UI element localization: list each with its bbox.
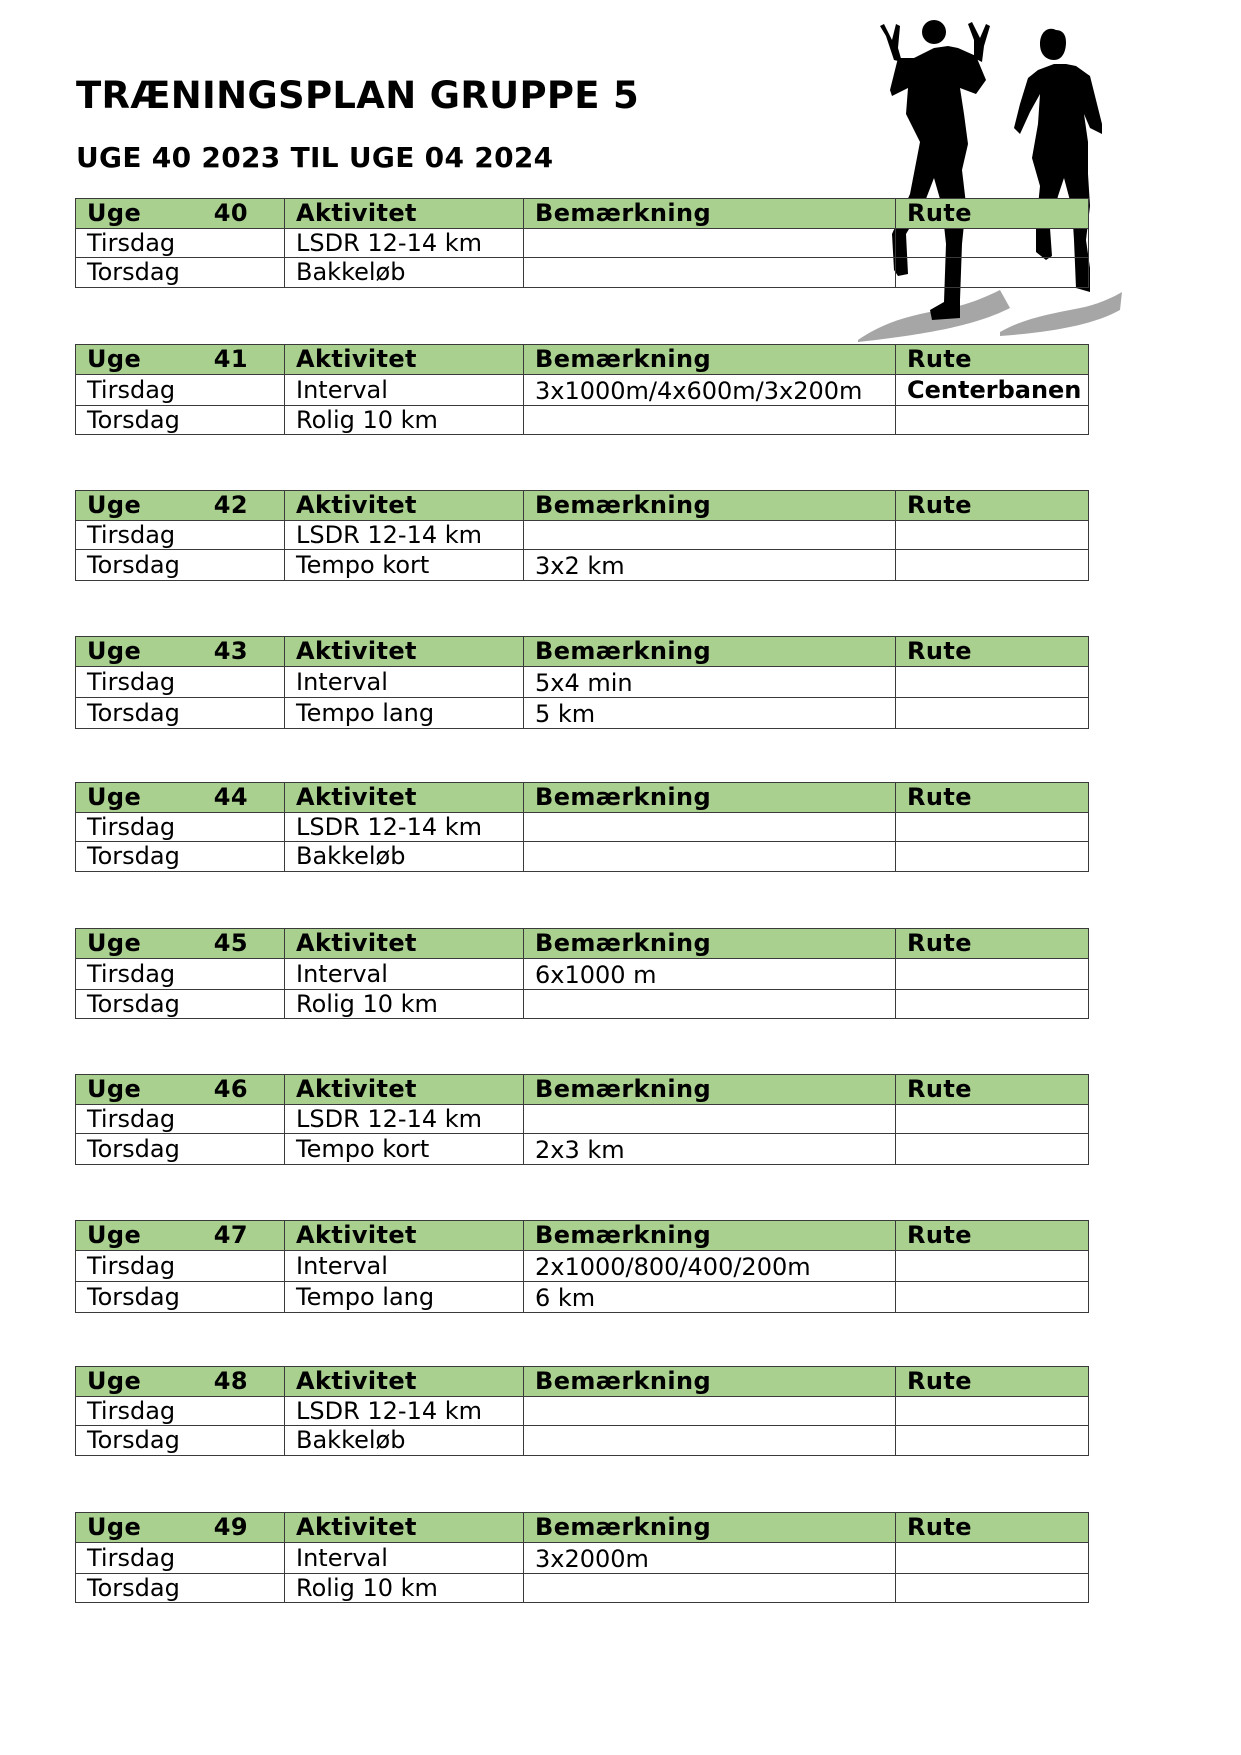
- uge-label: Uge: [87, 491, 142, 520]
- table-row: [76, 1396, 1089, 1426]
- table-row: [76, 520, 1089, 550]
- bemaerkning-header: Bemærkning: [524, 1513, 896, 1543]
- table-row: [76, 958, 1089, 989]
- route-cell: [896, 1396, 1089, 1426]
- week-number: 42: [213, 491, 248, 520]
- rute-header: Rute: [896, 345, 1089, 375]
- note-cell: 3x2000m: [524, 1542, 896, 1573]
- route-cell: [896, 958, 1089, 989]
- week-header-row: [76, 1221, 1089, 1251]
- table-row: [76, 1542, 1089, 1573]
- week-header-row: [76, 1367, 1089, 1397]
- week-table: [75, 928, 1089, 1019]
- note-cell: [524, 228, 896, 258]
- note-cell: [524, 1104, 896, 1134]
- week-number: 46: [213, 1075, 248, 1104]
- rute-header: Rute: [896, 637, 1089, 667]
- week-label-cell: [76, 491, 285, 521]
- table-row: [76, 1104, 1089, 1134]
- rute-header: Rute: [896, 1513, 1089, 1543]
- note-cell: [524, 842, 896, 872]
- week-header-row: [76, 929, 1089, 959]
- week-table: [75, 1074, 1089, 1165]
- week-label-cell: [76, 1513, 285, 1543]
- aktivitet-header: Aktivitet: [285, 929, 524, 959]
- week-label-cell: [76, 199, 285, 229]
- day-cell: Tirsdag: [76, 666, 285, 697]
- day-cell: Torsdag: [76, 842, 285, 872]
- week-label-cell: [76, 929, 285, 959]
- note-cell: [524, 1396, 896, 1426]
- activity-cell: LSDR 12-14 km: [285, 1396, 524, 1426]
- bemaerkning-header: Bemærkning: [524, 1221, 896, 1251]
- uge-label: Uge: [87, 1075, 142, 1104]
- activity-cell: Tempo lang: [285, 1281, 524, 1312]
- route-cell: [896, 228, 1089, 258]
- week-header-row: [76, 491, 1089, 521]
- route-cell: [896, 550, 1089, 581]
- week-number: 41: [213, 345, 248, 374]
- note-cell: [524, 812, 896, 842]
- activity-cell: LSDR 12-14 km: [285, 1104, 524, 1134]
- day-cell: Tirsdag: [76, 1396, 285, 1426]
- week-number: 43: [213, 637, 248, 666]
- bemaerkning-header: Bemærkning: [524, 1075, 896, 1105]
- route-cell: [896, 1426, 1089, 1456]
- week-table: [75, 636, 1089, 729]
- table-row: [76, 842, 1089, 872]
- uge-label: Uge: [87, 199, 142, 228]
- note-cell: 3x1000m/4x600m/3x200m: [524, 374, 896, 405]
- activity-cell: Interval: [285, 374, 524, 405]
- uge-label: Uge: [87, 345, 142, 374]
- activity-cell: Rolig 10 km: [285, 405, 524, 435]
- table-row: [76, 697, 1089, 728]
- day-cell: Tirsdag: [76, 1104, 285, 1134]
- route-cell: [896, 405, 1089, 435]
- route-cell: Centerbanen: [896, 374, 1089, 405]
- aktivitet-header: Aktivitet: [285, 1367, 524, 1397]
- activity-cell: Bakkeløb: [285, 258, 524, 288]
- day-cell: Torsdag: [76, 989, 285, 1019]
- aktivitet-header: Aktivitet: [285, 199, 524, 229]
- day-cell: Tirsdag: [76, 1542, 285, 1573]
- note-cell: 5 km: [524, 697, 896, 728]
- table-row: [76, 374, 1089, 405]
- route-cell: [896, 842, 1089, 872]
- note-cell: 2x3 km: [524, 1134, 896, 1165]
- activity-cell: Tempo lang: [285, 697, 524, 728]
- rute-header: Rute: [896, 491, 1089, 521]
- week-table: [75, 344, 1089, 435]
- table-row: [76, 989, 1089, 1019]
- week-number: 44: [213, 783, 248, 812]
- uge-label: Uge: [87, 1513, 142, 1542]
- table-row: [76, 228, 1089, 258]
- rute-header: Rute: [896, 1367, 1089, 1397]
- day-cell: Torsdag: [76, 405, 285, 435]
- note-cell: [524, 1426, 896, 1456]
- route-cell: [896, 812, 1089, 842]
- week-table: [75, 782, 1089, 872]
- activity-cell: Bakkeløb: [285, 842, 524, 872]
- week-number: 45: [213, 929, 248, 958]
- day-cell: Torsdag: [76, 1134, 285, 1165]
- week-label-cell: [76, 637, 285, 667]
- bemaerkning-header: Bemærkning: [524, 199, 896, 229]
- route-cell: [896, 1250, 1089, 1281]
- table-row: [76, 1426, 1089, 1456]
- week-header-row: [76, 1075, 1089, 1105]
- bemaerkning-header: Bemærkning: [524, 783, 896, 813]
- day-cell: Tirsdag: [76, 958, 285, 989]
- note-cell: 2x1000/800/400/200m: [524, 1250, 896, 1281]
- table-row: [76, 1281, 1089, 1312]
- page-subtitle: UGE 40 2023 TIL UGE 04 2024: [76, 141, 554, 174]
- activity-cell: Tempo kort: [285, 1134, 524, 1165]
- bemaerkning-header: Bemærkning: [524, 345, 896, 375]
- table-row: [76, 1250, 1089, 1281]
- day-cell: Torsdag: [76, 697, 285, 728]
- week-number: 49: [213, 1513, 248, 1542]
- day-cell: Tirsdag: [76, 374, 285, 405]
- day-cell: Torsdag: [76, 258, 285, 288]
- route-cell: [896, 258, 1089, 288]
- aktivitet-header: Aktivitet: [285, 1075, 524, 1105]
- day-cell: Tirsdag: [76, 812, 285, 842]
- week-number: 48: [213, 1367, 248, 1396]
- aktivitet-header: Aktivitet: [285, 637, 524, 667]
- route-cell: [896, 1542, 1089, 1573]
- rute-header: Rute: [896, 929, 1089, 959]
- note-cell: [524, 520, 896, 550]
- rute-header: Rute: [896, 1075, 1089, 1105]
- uge-label: Uge: [87, 637, 142, 666]
- activity-cell: Interval: [285, 666, 524, 697]
- bemaerkning-header: Bemærkning: [524, 929, 896, 959]
- activity-cell: LSDR 12-14 km: [285, 228, 524, 258]
- week-number: 47: [213, 1221, 248, 1250]
- table-row: [76, 405, 1089, 435]
- rute-header: Rute: [896, 199, 1089, 229]
- week-number: 40: [213, 199, 248, 228]
- table-row: [76, 258, 1089, 288]
- day-cell: Tirsdag: [76, 1250, 285, 1281]
- route-cell: [896, 697, 1089, 728]
- route-cell: [896, 1573, 1089, 1603]
- uge-label: Uge: [87, 929, 142, 958]
- note-cell: 5x4 min: [524, 666, 896, 697]
- table-row: [76, 1134, 1089, 1165]
- activity-cell: LSDR 12-14 km: [285, 812, 524, 842]
- day-cell: Tirsdag: [76, 520, 285, 550]
- aktivitet-header: Aktivitet: [285, 783, 524, 813]
- route-cell: [896, 1134, 1089, 1165]
- aktivitet-header: Aktivitet: [285, 345, 524, 375]
- route-cell: [896, 520, 1089, 550]
- route-cell: [896, 666, 1089, 697]
- week-table: [75, 1366, 1089, 1456]
- route-cell: [896, 1281, 1089, 1312]
- week-header-row: [76, 783, 1089, 813]
- activity-cell: Interval: [285, 1542, 524, 1573]
- activity-cell: Rolig 10 km: [285, 1573, 524, 1603]
- note-cell: 3x2 km: [524, 550, 896, 581]
- activity-cell: LSDR 12-14 km: [285, 520, 524, 550]
- table-row: [76, 812, 1089, 842]
- activity-cell: Bakkeløb: [285, 1426, 524, 1456]
- note-cell: [524, 405, 896, 435]
- activity-cell: Tempo kort: [285, 550, 524, 581]
- week-label-cell: [76, 1075, 285, 1105]
- day-cell: Torsdag: [76, 1426, 285, 1456]
- week-table: [75, 1220, 1089, 1313]
- aktivitet-header: Aktivitet: [285, 1513, 524, 1543]
- aktivitet-header: Aktivitet: [285, 491, 524, 521]
- uge-label: Uge: [87, 1367, 142, 1396]
- bemaerkning-header: Bemærkning: [524, 637, 896, 667]
- week-header-row: [76, 1513, 1089, 1543]
- uge-label: Uge: [87, 1221, 142, 1250]
- week-label-cell: [76, 783, 285, 813]
- day-cell: Torsdag: [76, 1281, 285, 1312]
- week-table: [75, 198, 1089, 288]
- table-row: [76, 1573, 1089, 1603]
- runners-silhouette-image: [850, 18, 1132, 344]
- activity-cell: Interval: [285, 1250, 524, 1281]
- day-cell: Tirsdag: [76, 228, 285, 258]
- note-cell: 6 km: [524, 1281, 896, 1312]
- activity-cell: Interval: [285, 958, 524, 989]
- page-title: TRÆNINGSPLAN GRUPPE 5: [76, 74, 640, 117]
- table-row: [76, 550, 1089, 581]
- bemaerkning-header: Bemærkning: [524, 491, 896, 521]
- bemaerkning-header: Bemærkning: [524, 1367, 896, 1397]
- rute-header: Rute: [896, 1221, 1089, 1251]
- day-cell: Torsdag: [76, 550, 285, 581]
- week-header-row: [76, 199, 1089, 229]
- week-header-row: [76, 345, 1089, 375]
- route-cell: [896, 989, 1089, 1019]
- uge-label: Uge: [87, 783, 142, 812]
- week-label-cell: [76, 345, 285, 375]
- day-cell: Torsdag: [76, 1573, 285, 1603]
- note-cell: [524, 989, 896, 1019]
- rute-header: Rute: [896, 783, 1089, 813]
- week-table: [75, 1512, 1089, 1603]
- week-table: [75, 490, 1089, 581]
- table-row: [76, 666, 1089, 697]
- week-label-cell: [76, 1367, 285, 1397]
- activity-cell: Rolig 10 km: [285, 989, 524, 1019]
- route-cell: [896, 1104, 1089, 1134]
- note-cell: [524, 1573, 896, 1603]
- week-label-cell: [76, 1221, 285, 1251]
- aktivitet-header: Aktivitet: [285, 1221, 524, 1251]
- note-cell: 6x1000 m: [524, 958, 896, 989]
- week-header-row: [76, 637, 1089, 667]
- note-cell: [524, 258, 896, 288]
